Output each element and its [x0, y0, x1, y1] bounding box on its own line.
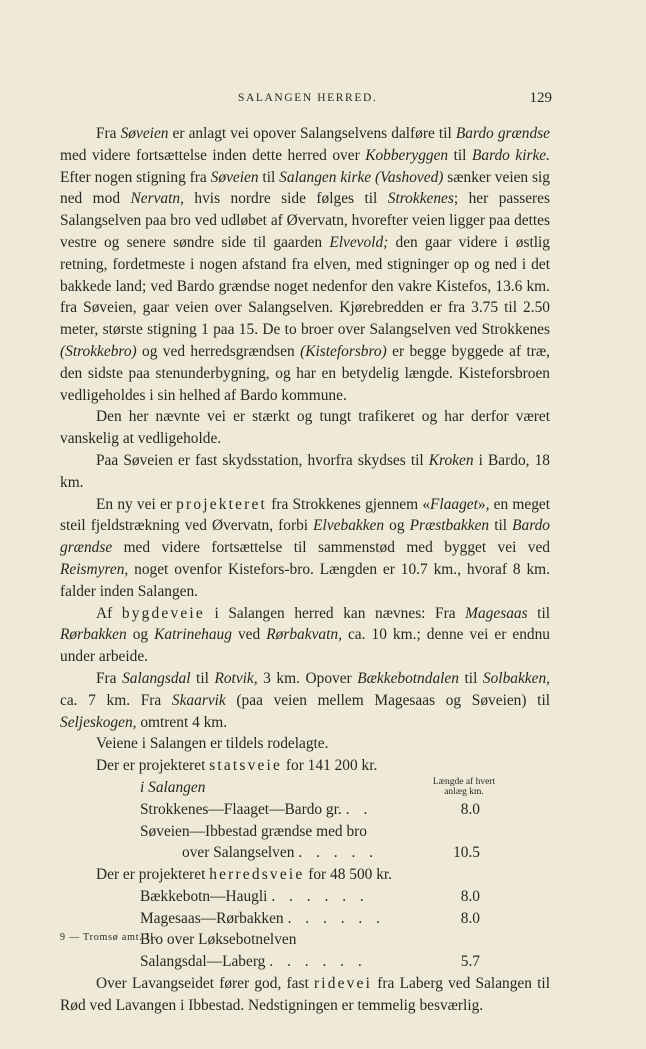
- paragraph: [60, 603, 550, 668]
- paragraph: [60, 123, 550, 406]
- text-run: 3 km. Opover: [257, 669, 358, 687]
- text-run: til: [489, 517, 513, 535]
- text-run: En ny vei er: [96, 495, 177, 513]
- italic-run: Rørbakvatn,: [266, 626, 342, 644]
- leader-dots: . .: [345, 800, 373, 818]
- spaced-run: bygdeveie: [121, 604, 205, 622]
- text-run: Den her nævnte vei er stærkt og tungt trafikeret og har derfor været vanskelig at vedligeholde.: [60, 408, 550, 448]
- italic-run: Solbakken,: [482, 669, 550, 687]
- text-run: til: [448, 146, 472, 164]
- italic-run: Flaaget: [430, 495, 478, 513]
- leader-dots: . . . . . .: [287, 909, 385, 927]
- text-run: og: [384, 517, 410, 535]
- italic-run: Reismyren,: [60, 560, 129, 578]
- text-run: fra Laberg ved Salangen til Rød ved Lavangen i Ibbestad. Nedstigningen er temmelig besværlig.: [60, 975, 550, 1014]
- road-row: [140, 799, 480, 821]
- text-run: Paa Søveien er fast skydsstation, hvorfra skydses til: [96, 451, 429, 469]
- leader-dots: . . . . .: [298, 844, 379, 862]
- roads-list-header: [140, 777, 500, 799]
- text-run: i Bardo, 18 km.: [60, 451, 550, 491]
- text-run: til: [458, 669, 483, 687]
- text-run: den gaar videre i østlig retning, fordetmeste i nogen afstand fra elven, med stigninger op og ned i det bakkede land; ved Bardo grændse noget nedenfor den vakre Kistefos, 13.6 km. fra Søveien, gaar veien over Salangselven. Kjørebredden er fra 3.75 til 2.50 meter, største stigning 1 paa 15. De to broer over Salangselven ved Strokkenes: [60, 233, 550, 339]
- unit-label: Længde af hvert anlæg km.: [432, 776, 496, 797]
- text-run: ca. 7 km. Fra: [60, 691, 172, 709]
- italic-run: Skaarvik: [171, 691, 226, 709]
- road-row: [140, 908, 480, 930]
- text-run: ved: [231, 626, 267, 644]
- text-run: Over Lavangseidet fører god, fast: [96, 975, 314, 993]
- road-length: 5.7: [460, 953, 480, 971]
- road-length: 10.5: [453, 844, 480, 862]
- italic-run: Seljeskogen,: [60, 713, 137, 731]
- paragraph: [60, 494, 550, 603]
- road-row: [140, 886, 480, 908]
- road-length: 8.0: [460, 887, 480, 905]
- italic-run: Søveien: [120, 125, 169, 142]
- text-run: sænker veien sig ned mod: [60, 168, 550, 208]
- text-run: fra Strokkenes gjennem «: [266, 495, 431, 513]
- road-name: Bækkebotn—Haugli: [140, 887, 268, 905]
- road-row: [140, 842, 480, 864]
- road-name: Salangsdal—Laberg: [140, 953, 266, 971]
- paragraph: [60, 733, 550, 755]
- text-run: ; her passeres Salangselven paa bro ved udløbet af Øvervatn, hvorefter veien ligger paa dettes vestre og senere søndre side til gaarden: [60, 190, 551, 251]
- page-number: 129: [529, 90, 552, 106]
- italic-run: Bardo kirke.: [471, 146, 550, 164]
- text-run: til: [258, 168, 280, 186]
- road-name: Søveien—Ibbestad grændse med bro: [140, 822, 367, 840]
- text-run: er begge byggede af træ, den sidste paa stenunderbygning, og har en betydelig længde. Kisteforsbroen vedligeholdes i sin helhed af Bardo kommune.: [60, 342, 550, 404]
- road-length: 8.0: [460, 909, 480, 927]
- italic-run: Katrinehaug: [154, 626, 232, 644]
- italic-run: Nervatn,: [130, 190, 184, 208]
- text-run: Fra: [96, 125, 121, 142]
- running-head: SALANGEN HERRED.: [238, 92, 378, 104]
- italic-run: Præstbakken: [409, 517, 490, 535]
- italic-run: Kobberyggen: [365, 146, 449, 164]
- state-roads-intro: Der er projekteret statsveie for 141 200 kr.: [96, 757, 378, 775]
- closing-paragraph: [60, 973, 550, 1017]
- signature-line: 9 — Tromsø amt. II.: [60, 932, 158, 943]
- text-run: Veiene i Salangen er tildels rodelagte.: [96, 735, 329, 753]
- text-run: Fra: [96, 669, 123, 687]
- paragraph: [60, 668, 550, 733]
- italic-run: Rotvik,: [214, 669, 258, 687]
- text-run: med videre fortsættelse inden dette herred over: [60, 146, 366, 164]
- county-roads-intro: Der er projekteret herredsveie for 48 500 kr.: [96, 866, 393, 884]
- text-run: omtrent 4 km.: [136, 713, 228, 731]
- italic-run: Kroken: [428, 451, 474, 469]
- italic-run: Bardo grændse: [60, 517, 550, 557]
- state-roads-list: [140, 799, 480, 864]
- italic-run: Elvebakken: [313, 517, 385, 535]
- spaced-run: projekteret: [176, 495, 267, 513]
- road-row: [140, 821, 480, 843]
- italic-run: Strokkenes: [387, 190, 454, 208]
- text-run: Af: [96, 604, 122, 622]
- spaced-run: ridevei: [313, 975, 373, 993]
- italic-run: Magesaas: [465, 604, 528, 622]
- italic-run: Elvevold;: [329, 233, 389, 251]
- italic-run: Rørbakken: [60, 626, 127, 644]
- text-run: og: [126, 626, 155, 644]
- road-row: [140, 929, 480, 951]
- text-run: hvis nordre side følges til: [183, 190, 388, 208]
- italic-run: (Kisteforsbro): [300, 342, 387, 360]
- italic-run: Søveien: [210, 168, 259, 186]
- paragraphs: [60, 123, 550, 755]
- italic-run: Bardo grændse: [455, 125, 550, 142]
- italic-run: (Strokkebro): [60, 342, 137, 360]
- leader-dots: . . . . . .: [269, 953, 367, 971]
- road-name: Magesaas—Rørbakken: [140, 909, 284, 927]
- text-run: (paa veien mellem Magesaas og Søveien) til: [225, 691, 550, 709]
- text-run: til: [190, 669, 215, 687]
- text-run: og ved herredsgrændsen: [136, 342, 301, 360]
- road-name: Bro over Løksebotnelven: [140, 931, 297, 949]
- paragraph: [60, 406, 550, 450]
- text-run: ca. 10 km.; denne vei er endnu under arbeide.: [60, 626, 550, 666]
- page-header: [60, 92, 550, 110]
- road-name: over Salangselven: [182, 844, 295, 862]
- road-name: Strokkenes—Flaaget—Bardo gr.: [140, 800, 342, 818]
- road-row: [140, 951, 480, 973]
- italic-run: Salangen kirke (Vashoved): [279, 168, 444, 186]
- text-run: til: [527, 604, 550, 622]
- italic-run: Salangsdal: [122, 669, 191, 687]
- paragraph: [60, 450, 550, 494]
- body-text: [60, 123, 550, 1017]
- text-run: Efter nogen stigning fra: [60, 168, 211, 186]
- text-run: », en meget steil fjeldstrækning ved Øvervatn, forbi: [60, 495, 551, 535]
- road-length: 8.0: [460, 800, 480, 818]
- county-roads-list: [140, 886, 480, 973]
- text-run: er anlagt vei opover Salangselvens dalføre til: [168, 125, 456, 142]
- text-run: i Salangen herred kan nævnes: Fra: [204, 604, 466, 622]
- text-run: noget ovenfor Kistefors-bro. Længden er 10.7 km., hvoraf 8 km. falder inden Salangen.: [60, 560, 550, 600]
- leader-dots: . . . . . .: [271, 887, 369, 905]
- list-title: i Salangen: [140, 778, 206, 796]
- text-run: med videre fortsættelse til sammenstød med bygget vei ved: [112, 539, 550, 557]
- italic-run: Bækkebotndalen: [357, 669, 459, 687]
